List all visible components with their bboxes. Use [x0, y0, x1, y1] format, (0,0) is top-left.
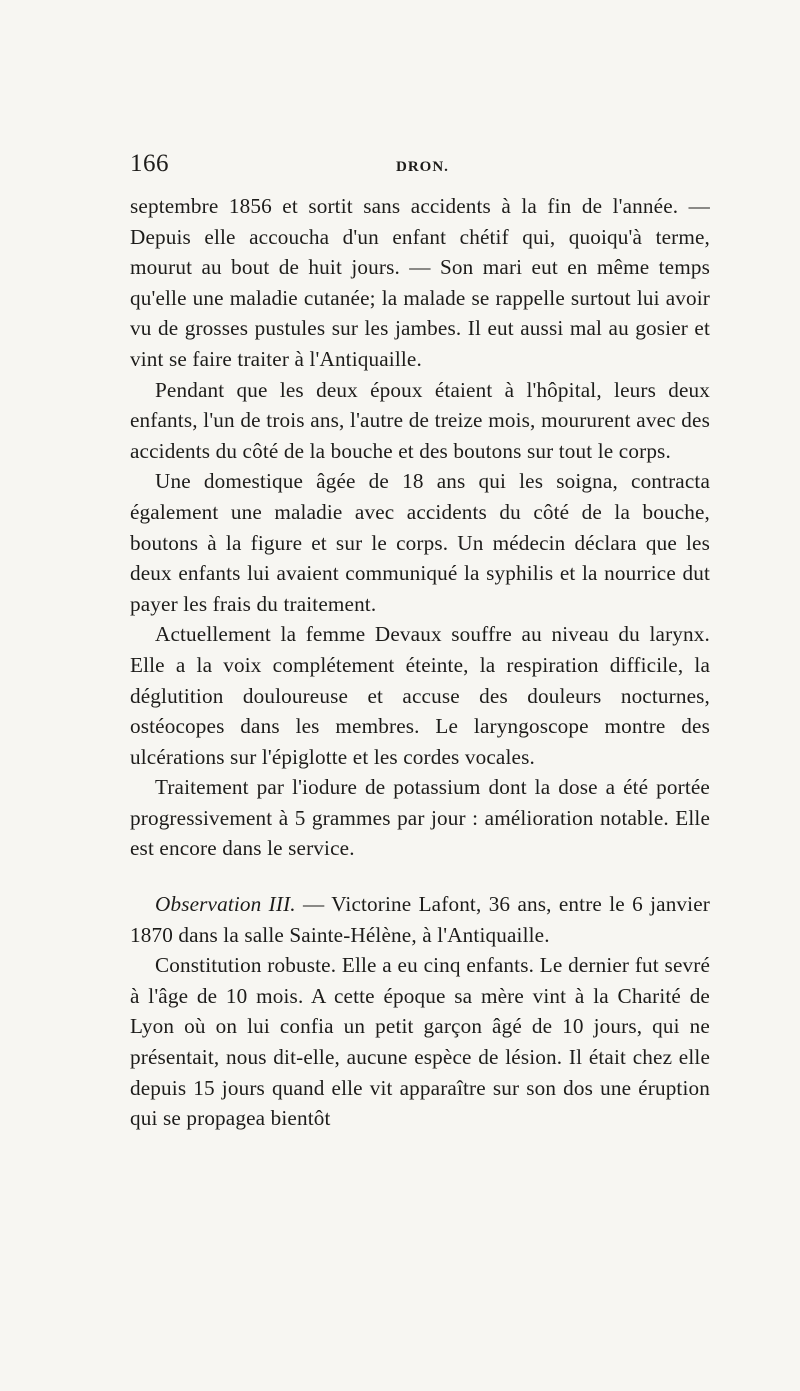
- paragraph-4: Actuellement la femme Devaux souffre au niveau du larynx. Elle a la voix complétement éteinte, la respiration difficile, la déglutition douloureuse et accuse des douleurs nocturnes, ostéocopes dans les membres. Le laryngoscope montre des ulcérations sur l'épiglotte et les cordes vocales.: [130, 622, 710, 769]
- page-body: [130, 191, 710, 1134]
- page-number: 166: [130, 150, 169, 177]
- observation-text: — Victorine Lafont, 36 ans, entre le 6 janvier 1870 dans la salle Sainte-Hélène, à l'Antiquaille.: [130, 892, 710, 947]
- paragraph-3: Une domestique âgée de 18 ans qui les soigna, contracta également une maladie avec accidents du côté de la bouche, boutons à la figure et sur le corps. Un médecin déclara que les deux enfants lui avaient communiqué la syphilis et la nourrice dut payer les frais du traitement.: [130, 469, 710, 616]
- paragraph-7: Constitution robuste. Elle a eu cinq enfants. Le dernier fut sevré à l'âge de 10 mois. A cette époque sa mère vint à la Charité de Lyon où on lui confia un petit garçon âgé de 10 jours, qui ne présentait, nous dit-elle, aucune espèce de lésion. Il était chez elle depuis 15 jours quand elle vit apparaître sur son dos une éruption qui se propagea bientôt: [130, 953, 710, 1131]
- paragraph-5: Traitement par l'iodure de potassium dont la dose a été portée progressivement à 5 grammes par jour : amélioration notable. Elle est encore dans le service.: [130, 775, 710, 861]
- paragraph-1: septembre 1856 et sortit sans accidents à la fin de l'année. — Depuis elle accoucha d'un enfant chétif qui, quoiqu'à terme, mourut au bout de huit jours. — Son mari eut en même temps qu'elle une maladie cutanée; la malade se rappelle surtout lui avoir vu de grosses pustules sur les jambes. Il eut aussi mal au gosier et vint se faire traiter à l'Antiquaille.: [130, 194, 710, 371]
- page-header: [130, 150, 710, 180]
- running-head: DRON.: [396, 159, 449, 175]
- paragraph-2: Pendant que les deux époux étaient à l'hôpital, leurs deux enfants, l'un de trois ans, l'autre de treize mois, moururent avec des accidents du côté de la bouche et des boutons sur tout le corps.: [130, 377, 710, 463]
- observation-title: Observation III.: [155, 892, 296, 917]
- observation-paragraph: [130, 889, 710, 950]
